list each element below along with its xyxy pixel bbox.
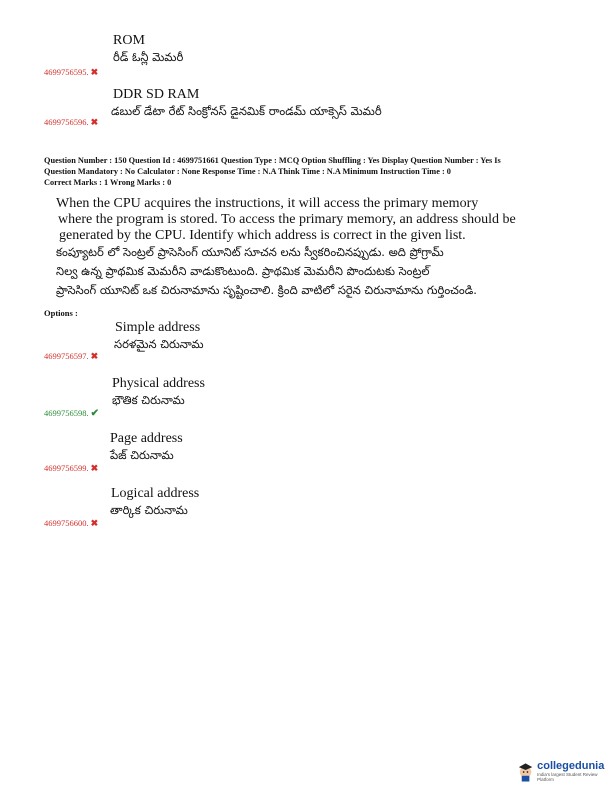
question-te-line-3: ప్రాసెసింగ్ యూనిట్ ఒక చిరునామాను సృష్టించాలి. క్రింది వాటిలో సరైన చిరునామాను గుర్తించండి. [56,283,477,297]
option-id: 4699756595. [44,67,89,77]
option-text-te: భౌతిక చిరునామ [112,393,185,407]
option-text-te: రీడ్ ఓన్లీ మెమరీ [113,50,184,64]
option-text-te: సరళమైన చిరునామ [114,337,204,351]
wrong-mark-icon: ✖ [90,351,99,361]
question-en-line-1: When the CPU acquires the instructions, it will access the primary memory [56,196,479,211]
option-id: 4699756600. [44,518,89,528]
option-id-row [44,513,98,531]
option-id-row [44,112,98,130]
question-meta [44,155,604,188]
option-text-en: Logical address [111,486,200,501]
options-label: Options : [44,308,78,318]
correct-check-icon: ✔ [90,408,100,419]
option-id-row [44,403,99,421]
option-text-en: Physical address [112,376,205,391]
question-meta-line-1: Question Number : 150 Question Id : 4699751661 Question Type : MCQ Option Shuffling : Yes Display Question Number : Yes Is [44,156,501,165]
option-text-en: DDR SD RAM [113,87,200,102]
question-en-line-2: where the program is stored. To access the primary memory, an address should be [58,212,516,227]
question-meta-line-2: Question Mandatory : No Calculator : None Response Time : N.A Think Time : N.A Minimum Instruction Time : 0 [44,167,451,176]
graduate-avatar-icon [516,760,535,782]
option-text-te: డబుల్ డేటా రేట్ సింక్రోనస్ డైనమిక్ రాండమ్ యాక్సెస్ మెమరీ [111,104,382,118]
option-id-row [44,346,98,364]
option-text-en: Simple address [115,320,201,335]
question-text-en [56,196,516,244]
option-text-te: పేజ్ చిరునామ [110,448,174,462]
collegedunia-logo [516,760,612,782]
question-te-line-2: నిల్వ ఉన్న ప్రాథమిక మెమరీని వాడుకొంటుంది. ప్రాథమిక మెమరీని పొందుటకు సెంట్రల్ [56,264,430,278]
option-id: 4699756597. [44,351,89,361]
option-id: 4699756596. [44,117,89,127]
question-text-te [56,243,477,300]
option-id-row [44,62,98,80]
option-id: 4699756599. [44,463,89,473]
logo-name: collegedunia [537,760,605,772]
option-id: 4699756598. [44,408,89,418]
logo-tagline: India's largest Student Review Platform [537,772,598,782]
question-en-line-3: generated by the CPU. Identify which address is correct in the given list. [59,228,466,243]
wrong-mark-icon: ✖ [90,67,99,77]
option-text-te: తార్కిక చిరునామ [110,503,188,517]
question-te-line-1: కంప్యూటర్ లో సెంట్రల్ ప్రాసెసింగ్ యూనిట్ సూచన లను స్వీకరించినప్పుడు. అది ప్రోగ్రామ్ [56,245,444,259]
option-text-en: Page address [110,431,183,446]
logo-text-group [537,760,612,782]
option-text-en: ROM [113,33,145,48]
option-id-row [44,458,98,476]
question-meta-line-3: Correct Marks : 1 Wrong Marks : 0 [44,178,172,187]
wrong-mark-icon: ✖ [90,463,99,473]
wrong-mark-icon: ✖ [90,117,99,127]
wrong-mark-icon: ✖ [90,518,99,528]
